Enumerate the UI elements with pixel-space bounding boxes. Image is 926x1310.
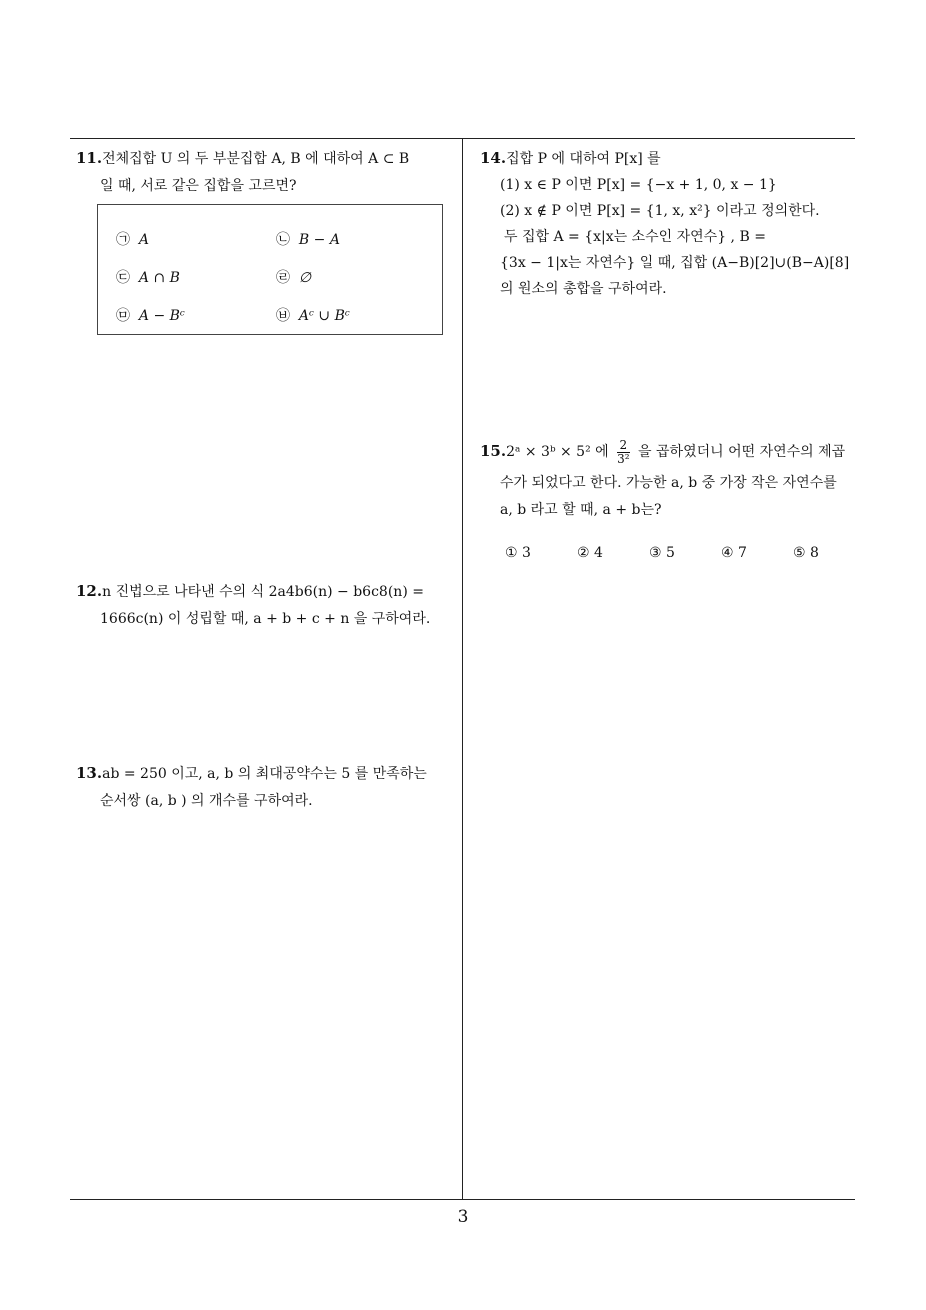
question-11 — [76, 145, 458, 200]
option-box — [97, 204, 443, 335]
page-number: 3 — [457, 1207, 469, 1227]
question-12-line2: 1666c(n) 이 성립할 때, a + b + c + n 을 구하여라. — [100, 611, 431, 627]
question-15-line2: 수가 되었다고 한다. 가능한 a, b 중 가장 작은 자연수를 — [500, 475, 837, 491]
question-14-line5: {3x − 1|x는 자연수} 일 때, 집합 (A−B)[2]∪(B−A)[8] — [500, 255, 850, 271]
option-d: ㉣ ∅ — [276, 270, 312, 286]
question-11-line1: 11.전체집합 U 의 두 부분집합 A, B 에 대하여 A ⊂ B — [76, 149, 410, 167]
question-13-line1: 13.ab = 250 이고, a, b 의 최대공약수는 5 를 만족하는 — [76, 764, 427, 782]
choice-5: ⑤ 8 — [793, 545, 819, 561]
column-divider — [462, 138, 463, 1200]
question-12 — [76, 578, 458, 633]
question-11-line2: 일 때, 서로 같은 집합을 고르면? — [100, 178, 297, 194]
question-14-line2: (1) x ∈ P 이면 P[x] = {−x + 1, 0, x − 1} — [500, 177, 777, 193]
question-14-line1: 14.집합 P 에 대하여 P[x] 를 — [480, 149, 661, 167]
question-14-line6: 의 원소의 총합을 구하여라. — [500, 281, 667, 297]
question-13-line2: 순서쌍 (a, b ) 의 개수를 구하여라. — [100, 793, 313, 809]
question-15 — [480, 433, 860, 524]
choice-1: ① 3 — [505, 545, 531, 561]
question-13 — [76, 760, 458, 815]
question-15-line3: a, b 라고 할 때, a + b는? — [500, 502, 662, 518]
question-number: 15. — [480, 442, 507, 460]
choice-2: ② 4 — [577, 545, 603, 561]
question-14 — [480, 145, 860, 302]
fraction: $\frac{2}{\text{3²}}$ — [617, 437, 630, 466]
option-b: ㉡ B − A — [276, 232, 340, 248]
option-a: ㉠ A — [116, 232, 150, 248]
question-number: 11. — [76, 149, 103, 167]
question-15-line1: 15.2ᵃ × 3ᵇ × 5² 에 $\frac{2}{\text{3²}}$ 을 곱하였더니 어떤 자연수의 제곱 — [480, 437, 846, 466]
question-14-line4: 두 집합 A = {x|x는 소수인 자연수} , B = — [504, 229, 766, 245]
bottom-rule — [70, 1199, 855, 1200]
question-number: 13. — [76, 764, 103, 782]
option-e: ㉤ A − Bᶜ — [116, 308, 185, 324]
answer-choices — [505, 545, 865, 561]
question-12-line1: 12.n 진법으로 나타낸 수의 식 2a4b6(n) − b6c8(n) = — [76, 582, 424, 600]
question-14-line3: (2) x ∉ P 이면 P[x] = {1, x, x²} 이라고 정의한다. — [500, 203, 820, 219]
option-c: ㉢ A ∩ B — [116, 270, 180, 286]
choice-4: ④ 7 — [721, 545, 747, 561]
question-number: 14. — [480, 149, 507, 167]
choice-3: ③ 5 — [649, 545, 675, 561]
option-f: ㉥ Aᶜ ∪ Bᶜ — [276, 308, 350, 324]
question-number: 12. — [76, 582, 103, 600]
